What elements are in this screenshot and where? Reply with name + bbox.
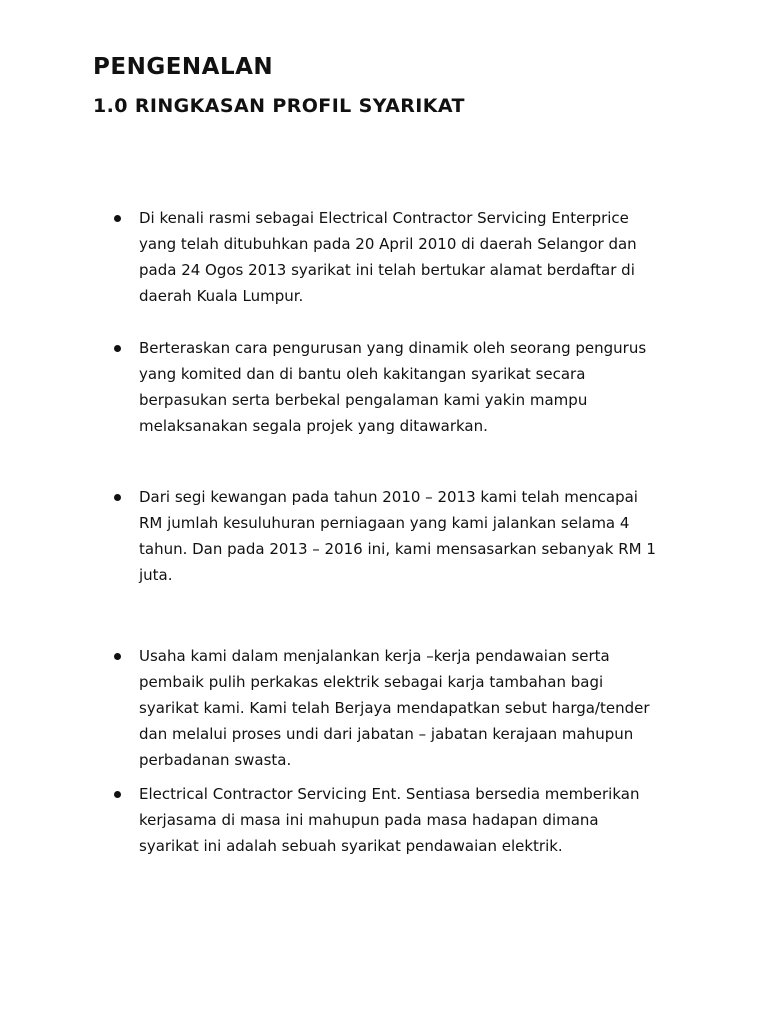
section-heading: 1.0 RINGKASAN PROFIL SYARIKAT xyxy=(93,95,465,117)
page-title: PENGENALAN xyxy=(93,54,274,80)
bullet-text: Electrical Contractor Servicing Ent. Sentiasa bersedia memberikan kerjasama di masa ini mahupun pada masa hadapan dimana syarikat ini adalah sebuah syarikat pendawaian elektrik. xyxy=(139,785,640,855)
bullet-dot-icon xyxy=(114,215,121,222)
bullet-text: Dari segi kewangan pada tahun 2010 – 2013 kami telah mencapai RM jumlah kesuluhuran perniagaan yang kami jalankan selama 4 tahun. Dan pada 2013 – 2016 ini, kami mensasarkan sebanyak RM 1 juta. xyxy=(139,488,656,584)
bullet-text: Berteraskan cara pengurusan yang dinamik oleh seorang pengurus yang komited dan di bantu oleh kakitangan syarikat secara berpasukan serta berbekal pengalaman kami yakin mampu melaksanakan segala projek yang ditawarkan. xyxy=(139,339,647,435)
bullet-dot-icon xyxy=(114,653,121,660)
bullet-dot-icon xyxy=(114,494,121,501)
bullet-dot-icon xyxy=(114,345,121,352)
bullet-text: Di kenali rasmi sebagai Electrical Contractor Servicing Enterprice yang telah ditubuhkan pada 20 April 2010 di daerah Selangor dan pada 24 Ogos 2013 syarikat ini telah bertukar alamat berdaftar di daerah Kuala Lumpur. xyxy=(139,209,637,305)
bullet-dot-icon xyxy=(114,791,121,798)
bullet-text: Usaha kami dalam menjalankan kerja –kerja pendawaian serta pembaik pulih perkakas elektrik sebagai karja tambahan bagi syarikat kami. Kami telah Berjaya mendapatkan sebut harga/tender dan melalui proses undi dari jabatan – jabatan kerajaan mahupun perbadanan swasta. xyxy=(139,647,650,769)
